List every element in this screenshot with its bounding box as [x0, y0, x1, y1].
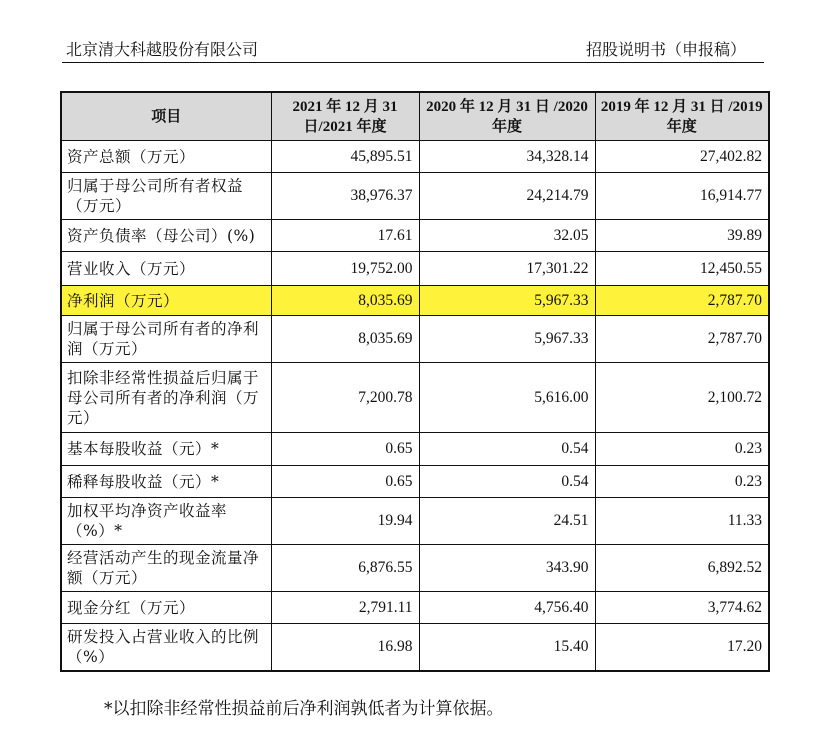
value-2020: 4,756.40 — [419, 592, 595, 624]
table-row — [61, 316, 769, 363]
value-2021: 0.65 — [271, 433, 419, 466]
value-2019: 27,402.82 — [595, 141, 769, 173]
table-row — [61, 141, 769, 173]
value-2019: 12,450.55 — [595, 252, 769, 286]
table-row — [61, 252, 769, 286]
value-2020: 24,214.79 — [419, 173, 595, 220]
financial-indicators-table — [60, 91, 770, 672]
value-2019: 11.33 — [595, 498, 769, 545]
value-2019: 17.20 — [595, 624, 769, 671]
value-2020: 17,301.22 — [419, 252, 595, 286]
column-header-item: 项目 — [61, 92, 271, 141]
value-2021: 8,035.69 — [271, 286, 419, 316]
value-2021: 6,876.55 — [271, 545, 419, 592]
row-label: 归属于母公司所有者权益（万元） — [61, 173, 271, 220]
header-divider — [62, 62, 764, 63]
value-2020: 5,967.33 — [419, 286, 595, 316]
table-row — [61, 286, 769, 316]
row-label: 扣除非经常性损益后归属于母公司所有者的净利润（万元） — [61, 363, 271, 433]
value-2021: 19.94 — [271, 498, 419, 545]
table-header-row — [61, 92, 769, 141]
value-2021: 17.61 — [271, 220, 419, 252]
row-label: 归属于母公司所有者的净利润（万元） — [61, 316, 271, 363]
value-2019: 16,914.77 — [595, 173, 769, 220]
value-2019: 2,787.70 — [595, 286, 769, 316]
row-label: 稀释每股收益（元）* — [61, 466, 271, 498]
table-row — [61, 466, 769, 498]
column-header-2021: 2021 年 12 月 31 日/2021 年度 — [271, 92, 419, 141]
row-label: 加权平均净资产收益率（%）* — [61, 498, 271, 545]
value-2020: 5,616.00 — [419, 363, 595, 433]
value-2020: 15.40 — [419, 624, 595, 671]
value-2020: 0.54 — [419, 433, 595, 466]
value-2019: 0.23 — [595, 466, 769, 498]
value-2021: 8,035.69 — [271, 316, 419, 363]
company-name: 北京清大科越股份有限公司 — [66, 40, 259, 59]
table-row — [61, 173, 769, 220]
value-2021: 0.65 — [271, 466, 419, 498]
value-2020: 0.54 — [419, 466, 595, 498]
value-2019: 6,892.52 — [595, 545, 769, 592]
value-2020: 32.05 — [419, 220, 595, 252]
value-2019: 39.89 — [595, 220, 769, 252]
row-label: 资产负债率（母公司）(%) — [61, 220, 271, 252]
row-label: 基本每股收益（元）* — [61, 433, 271, 466]
table-row — [61, 433, 769, 466]
value-2019: 2,100.72 — [595, 363, 769, 433]
document-title: 招股说明书（申报稿） — [586, 40, 747, 59]
column-header-2020: 2020 年 12 月 31 日 /2020 年度 — [419, 92, 595, 141]
value-2019: 3,774.62 — [595, 592, 769, 624]
table-row — [61, 592, 769, 624]
table-row — [61, 498, 769, 545]
table-row — [61, 363, 769, 433]
table-row — [61, 624, 769, 671]
row-label: 资产总额（万元） — [61, 141, 271, 173]
value-2021: 16.98 — [271, 624, 419, 671]
value-2021: 45,895.51 — [271, 141, 419, 173]
row-label: 营业收入（万元） — [61, 252, 271, 286]
column-header-2019: 2019 年 12 月 31 日 /2019 年度 — [595, 92, 769, 141]
table-row — [61, 220, 769, 252]
value-2021: 38,976.37 — [271, 173, 419, 220]
table-row — [61, 545, 769, 592]
row-label: 经营活动产生的现金流量净额（万元） — [61, 545, 271, 592]
value-2021: 7,200.78 — [271, 363, 419, 433]
value-2021: 2,791.11 — [271, 592, 419, 624]
row-label: 净利润（万元） — [61, 286, 271, 316]
value-2019: 0.23 — [595, 433, 769, 466]
value-2019: 2,787.70 — [595, 316, 769, 363]
value-2020: 343.90 — [419, 545, 595, 592]
footnote: *以扣除非经常性损益前后净利润孰低者为计算依据。 — [104, 699, 504, 719]
value-2020: 34,328.14 — [419, 141, 595, 173]
value-2020: 24.51 — [419, 498, 595, 545]
value-2020: 5,967.33 — [419, 316, 595, 363]
value-2021: 19,752.00 — [271, 252, 419, 286]
row-label: 研发投入占营业收入的比例（%） — [61, 624, 271, 671]
row-label: 现金分红（万元） — [61, 592, 271, 624]
